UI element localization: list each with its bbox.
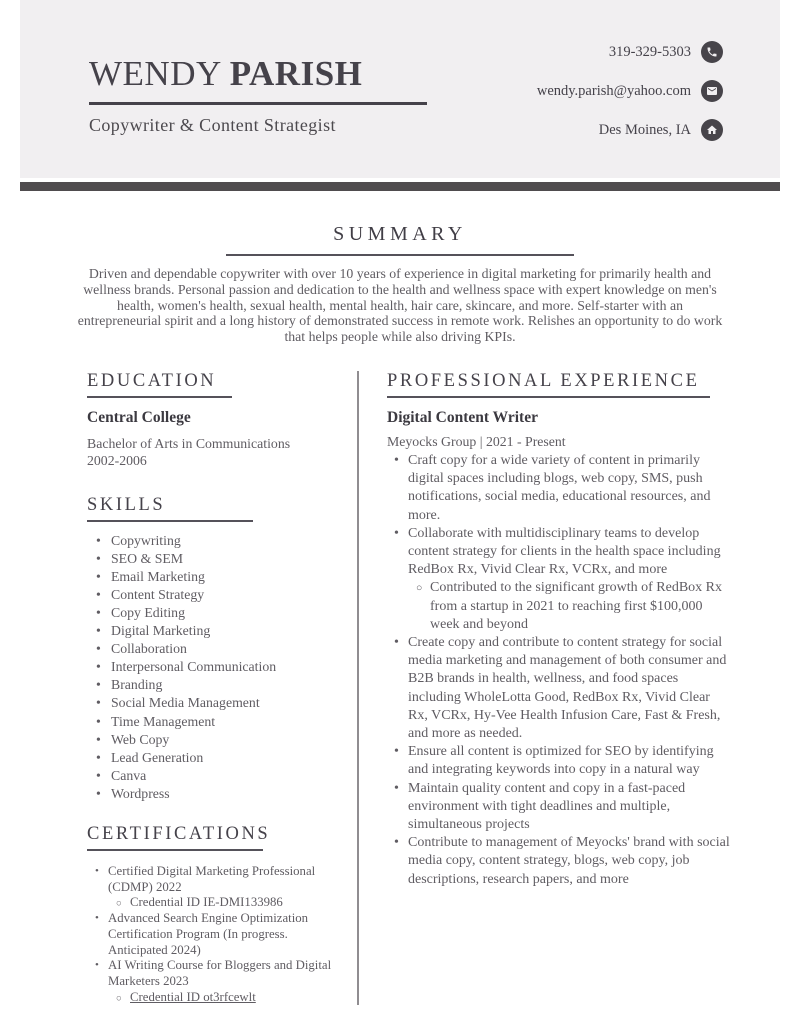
job-title-header: Copywriter & Content Strategist [89,115,336,135]
skill-item: • Social Media Management [111,694,335,712]
certifications-heading: CERTIFICATIONS [87,823,271,844]
experience-bullet-text: Ensure all content is optimized for SEO by identifying and integrating keywords into copy in a natural way [408,744,714,778]
certification-item-sub-item: ○ Credential ID IE-DMI133986 [130,895,335,911]
last-name: PARISH [229,54,363,93]
experience-bullet-sub-item: ○ Contributed to the significant growth of RedBox Rx from a startup in 2021 to reaching first $100,000 week and beyond [430,579,731,634]
skills-section [87,495,335,803]
skill-item: • Content Strategy [111,586,335,604]
experience-bullet-text: Contribute to management of Meyocks' brand with social media copy, content strategy, blogs, web copy, job descriptions, research papers, and more [408,835,730,887]
skill-item: • Branding [111,676,335,694]
contact-phone-row [537,41,723,63]
certification-item [108,864,335,911]
education-heading: EDUCATION [87,370,217,391]
certification-item-text: Advanced Search Engine Optimization Certification Program (In progress. Anticipated 2024) [108,911,309,957]
email-address: wendy.parish@yahoo.com [536,82,691,99]
summary-heading-underline [226,254,574,256]
experience-job-title: Digital Content Writer [387,408,538,426]
experience-bullet-text: Maintain quality content and copy in a fast-paced environment with tight deadlines and multiple, simultaneous projects [408,780,686,833]
skill-item: • Digital Marketing [111,622,335,640]
certifications-section [87,824,335,1005]
name-block [89,42,427,136]
skill-item: • Copywriting [111,532,335,550]
experience-bullet [408,452,731,525]
experience-bullet [408,834,731,889]
experience-bullet [408,780,731,835]
experience-bullet-text: Craft copy for a wide variety of content in primarily digital spaces including blogs, web copy, SMS, push notifications, social media, educational resources, and more. [408,452,711,523]
certification-item-sub-list [108,895,335,911]
skill-item: • SEO & SEM [111,550,335,568]
resume-header [20,0,780,178]
certification-item-text: AI Writing Course for Bloggers and Digital Marketers 2023 [108,958,332,988]
education-section [87,371,335,470]
certifications-list [87,864,335,1005]
experience-section [387,371,731,889]
contact-info [537,37,723,141]
experience-heading-underline [387,396,710,398]
certification-item [108,958,335,1005]
name-underline [89,102,427,105]
left-column [20,371,357,1005]
summary-section [0,223,800,345]
person-name [89,56,427,91]
summary-heading: SUMMARY [333,223,467,245]
experience-heading: PROFESSIONAL EXPERIENCE [387,370,700,391]
contact-location-row [537,119,723,141]
experience-bullet-text: Collaborate with multidisciplinary teams to develop content strategy for clients in the health space including RedBox Rx, Vivid Clear Rx, VCRx, and more [408,525,721,578]
header-divider-bar [20,182,780,191]
experience-bullet-text: Create copy and contribute to content strategy for social media marketing and management of both consumer and B2B brands in health, wellness, and food spaces including WholeLotta Good, RedBox Rx, Vivid Clear Rx, VCRx, Hy-Vee Health Infusion Care, Fast & Fresh, and more as needed. [408,635,727,742]
right-column [359,371,780,1005]
skill-item: • Email Marketing [111,568,335,586]
main-columns [20,371,780,1005]
location-text: Des Moines, IA [598,121,691,138]
skill-item: • Lead Generation [111,749,335,767]
certification-item-sub-list [108,990,335,1006]
experience-company-line: Meyocks Group | 2021 - Present [387,433,566,449]
experience-bullet [408,743,731,779]
experience-bullet [408,634,731,743]
skills-heading-underline [87,520,253,522]
first-name: WENDY [89,54,222,93]
skill-item: • Time Management [111,713,335,731]
education-heading-underline [87,396,232,398]
email-icon [701,80,723,102]
skill-item: • Canva [111,767,335,785]
skill-item: • Copy Editing [111,604,335,622]
skill-item: • Wordpress [111,785,335,803]
skills-heading: SKILLS [87,494,166,515]
degree-name: Bachelor of Arts in Communications [87,435,291,451]
home-icon [701,119,723,141]
phone-icon [701,41,723,63]
certification-item-text: Certified Digital Marketing Professional (CDMP) 2022 [108,863,316,894]
experience-bullet-list [387,452,731,889]
certification-item [108,911,335,958]
summary-text: Driven and dependable copywriter with over 10 years of experience in digital marketing for primarily health and wellness brands. Personal passion and dedication to the health and wellness space with expert knowledge on men's health, women's health, sexual health, mental health, hair care, skincare, and more. Self-starter with an entrepreneurial spirit and a long history of demonstrated success in remote work. Relishes an opportunity to do work that helps people while also driving KPIs. [77,266,723,345]
education-years: 2002-2006 [87,452,147,468]
skill-item: • Collaboration [111,640,335,658]
experience-bullet [408,525,731,634]
school-name: Central College [87,408,191,426]
skill-item: • Web Copy [111,731,335,749]
skill-item: • Interpersonal Communication [111,658,335,676]
skills-list [87,532,335,803]
phone-number: 319-329-5303 [608,43,691,60]
experience-bullet-sub-list [408,579,731,634]
contact-email-row [537,80,723,102]
certifications-heading-underline [87,849,263,851]
credential-link[interactable]: ○ Credential ID ot3rfcewlt [130,990,335,1006]
